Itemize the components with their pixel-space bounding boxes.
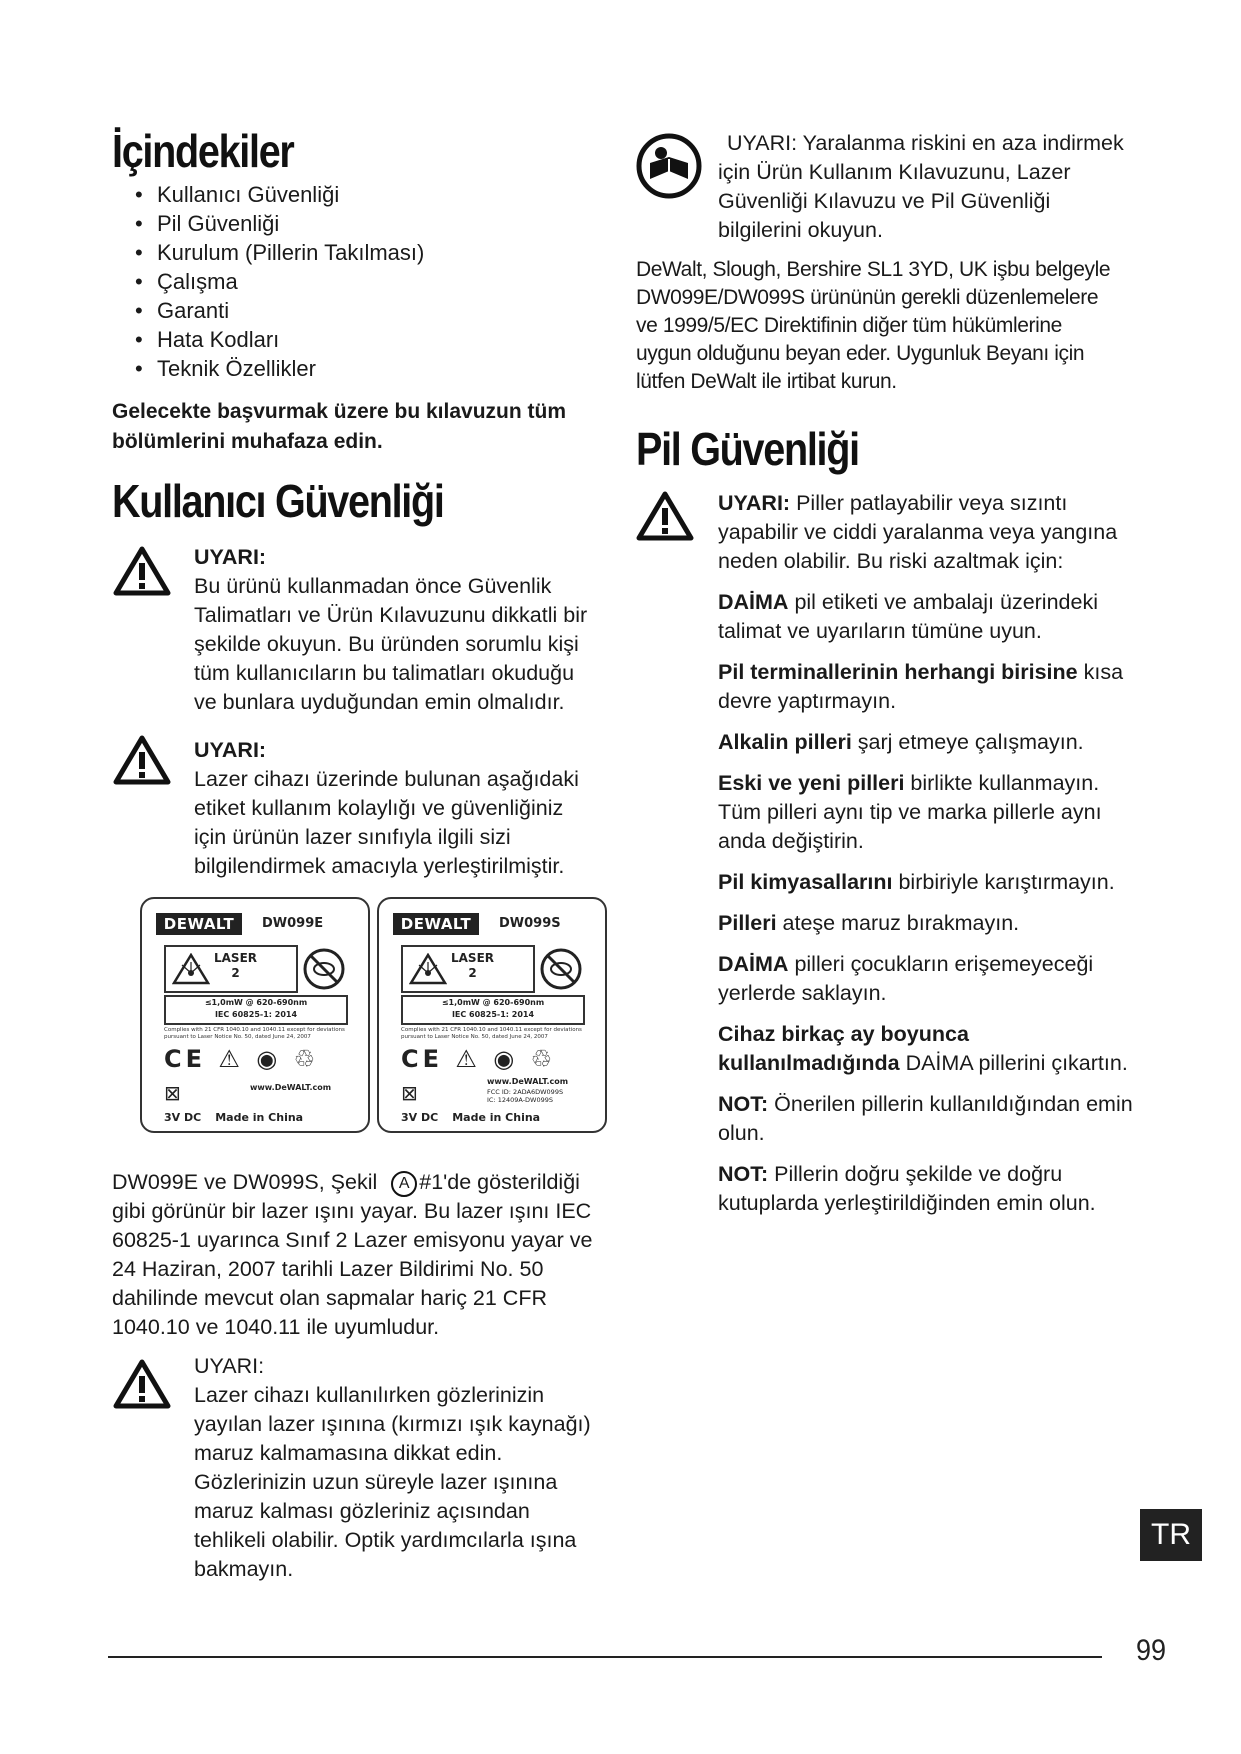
label-spec-box — [401, 995, 585, 1025]
label-spec-box — [164, 995, 348, 1025]
warning-label: UYARI: — [194, 738, 267, 762]
rule-keyword: Eski ve yeni pilleri — [718, 771, 905, 795]
warning-text: Lazer cihazı kullanılırken gözlerinizin yayılan lazer ışınına (kırmızı ışık kaynağı) maruz kalmamasına dikkat edin. Gözlerinizin uzun süreyle lazer ışınına maruz kalması gözleriniz açısından tehlikeli olabilir. Optik yardımcılarla ışına bakmayın. — [194, 1383, 591, 1581]
label-symbols — [164, 1045, 319, 1073]
label-origin: Made in China — [215, 1111, 304, 1124]
page-number: 99 — [1136, 1634, 1167, 1667]
label-model: DW099S — [499, 916, 561, 931]
label-origin: Made in China — [452, 1111, 541, 1124]
note-text: Önerilen pillerin kullanıldığından emin olun. — [718, 1092, 1133, 1145]
contents-item: • Garanti — [135, 296, 424, 325]
note-text: Pillerin doğru şekilde ve doğru kutuplarda yerleştirildiğinden emin olun. — [718, 1162, 1096, 1215]
battery-rules — [718, 489, 1138, 1230]
label-bottom-row — [401, 1111, 540, 1124]
laser-word: LASER — [451, 951, 495, 965]
rule-keyword: DAİMA — [718, 590, 789, 614]
recycle-icon: ♲ — [530, 1045, 557, 1073]
rule-text: pilleri çocukların erişemeyeceği yerlerde saklayın. — [718, 952, 1094, 1005]
battery-rule — [718, 769, 1138, 856]
contents-title: İçindekiler — [112, 125, 294, 177]
battery-rule — [718, 1020, 1138, 1078]
label-website: www.DeWALT.com — [487, 1077, 569, 1086]
no-direct-eye-exposure-icon — [302, 947, 346, 991]
rule-text: pil etiketi ve ambalajı üzerindeki talimat ve uyarıların tümüne uyun. — [718, 590, 1098, 643]
warning-label: UYARI: — [194, 545, 267, 569]
warning-text: Lazer cihazı üzerinde bulunan aşağıdaki etiket kullanım kolaylığı ve güvenliğiniz için ürünün lazer sınıfıyla ilgili sizi bilgilendirmek amacıyla yerleştirilmiştir. — [194, 767, 579, 878]
read-manual-icon: ◉ — [493, 1045, 519, 1073]
rule-keyword: Cihaz birkaç ay boyunca kullanılmadığında — [718, 1022, 969, 1075]
laser-label-dw099s — [377, 897, 607, 1133]
battery-rule — [718, 728, 1138, 757]
battery-note — [718, 1090, 1138, 1148]
declaration-paragraph: DeWalt, Slough, Bershire SL1 3YD, UK işbu belgeyle DW099E/DW099S ürününün gerekli düzenlemelere ve 1999/5/EC Direktifinin diğer tüm hükümlerine uygun olduğunu beyan eder. Uygunluk Beyanı için lütfen DeWalt ile irtibat kurun. — [636, 258, 1111, 393]
label-spec2: IEC 60825-1: 2014 — [214, 1010, 298, 1019]
read-manual-icon: ◉ — [256, 1045, 282, 1073]
note-label: NOT: — [718, 1162, 769, 1186]
rule-keyword: Pil kimyasallarını — [718, 870, 893, 894]
label-spec2: IEC 60825-1: 2014 — [451, 1010, 535, 1019]
label-spec1: ≤1,0mW @ 620-690nm — [441, 998, 545, 1007]
label-fcc-block — [487, 1088, 563, 1104]
contents-item: • Teknik Özellikler — [135, 354, 424, 383]
battery-rule — [718, 909, 1138, 938]
manual-warning-text: UYARI: Yaralanma riskini en aza indirmek için Ürün Kullanım Kılavuzunu, Lazer Güvenliği Kılavuzu ve Pil Güvenliği bilgilerini okuyun. — [718, 131, 1124, 242]
battery-rule — [718, 868, 1138, 897]
warning-triangle-icon — [113, 734, 171, 786]
laser-emission-paragraph — [112, 1168, 602, 1342]
dewalt-logo: DEWALT — [393, 913, 479, 935]
rule-keyword: Pilleri — [718, 911, 777, 935]
warning-triangle-icon: ⚠ — [218, 1045, 244, 1073]
label-ic-id: IC: 12409A-DW099S — [487, 1096, 554, 1104]
language-tab: TR — [1140, 1509, 1202, 1561]
rule-text: kısa devre yaptırmayın. — [718, 660, 1124, 713]
footer-rule — [108, 1656, 1102, 1658]
battery-note — [718, 1160, 1138, 1218]
warning-triangle-icon — [113, 1358, 171, 1410]
laser-class: 2 — [468, 966, 477, 980]
weee-bin-icon: ⊠ — [164, 1081, 181, 1105]
contents-item: • Kullanıcı Güvenliği — [135, 180, 424, 209]
battery-rule — [718, 588, 1138, 646]
laser-hazard-icon — [172, 953, 210, 985]
label-website: www.DeWALT.com — [250, 1083, 332, 1092]
read-manual-icon — [636, 133, 702, 199]
ce-mark: CE — [401, 1045, 444, 1073]
label-spec1: ≤1,0mW @ 620-690nm — [204, 998, 308, 1007]
rule-text: ateşe maruz bırakmayın. — [776, 911, 1020, 935]
figure-a-letter: A — [398, 1175, 410, 1192]
label-fine-print: Complies with 21 CFR 1040.10 and 1040.11 except for deviations pursuant to Laser Notice No. 50, dated June 24, 2007 — [401, 1027, 582, 1040]
warning-label: UYARI: — [194, 1354, 265, 1378]
no-direct-eye-exposure-icon — [539, 947, 583, 991]
warning-triangle-icon: ⚠ — [455, 1045, 481, 1073]
emission-text-start: DW099E ve DW099S, Şekil — [112, 1170, 378, 1194]
laser-label-dw099e — [140, 897, 370, 1133]
battery-rule — [718, 950, 1138, 1008]
recycle-icon: ♲ — [293, 1045, 320, 1073]
warning-text: Bu ürünü kullanmadan önce Güvenlik Talimatları ve Ürün Kılavuzunu dikkatli bir şekilde okuyun. Bu üründen sorumlu kişi tüm kullanıcıların bu talimatları okuduğu ve bunlara uyduğundan emin olmalıdır. — [194, 574, 588, 714]
contents-item: • Pil Güvenliği — [135, 209, 424, 238]
laser-hazard-icon — [409, 953, 447, 985]
rule-keyword: Pil terminallerinin herhangi birisine — [718, 660, 1078, 684]
warning-text: Piller patlayabilir veya sızıntı yapabilir ve ciddi yaralanma veya yangına neden olabilir. Bu riski azaltmak için: — [718, 491, 1118, 573]
user-safety-title: Kullanıcı Güvenliği — [112, 475, 444, 527]
laser-class-box — [401, 945, 535, 993]
ce-mark: CE — [164, 1045, 207, 1073]
battery-safety-title: Pil Güvenliği — [636, 423, 859, 475]
battery-rule — [718, 658, 1138, 716]
keep-manual-note: Gelecekte başvurmak üzere bu kılavuzun tüm bölümlerini muhafaza edin. — [112, 400, 567, 453]
weee-bin-icon: ⊠ — [401, 1081, 418, 1105]
emission-text-rest: #1'de gösterildiği gibi görünür bir lazer ışını yayar. Bu lazer ışını IEC 60825-1 uyarınca Sınıf 2 Lazer emisyonu yayar ve 24 Haziran, 2007 tarihli Lazer Bildirimi No. 50 dahilinde mevcut olan sapmalar hariç 21 CFR 1040.10 ve 1040.11 ile uyumludur. — [112, 1170, 593, 1339]
label-power: 3V DC — [401, 1111, 439, 1124]
label-power: 3V DC — [164, 1111, 202, 1124]
contents-item: • Çalışma — [135, 267, 424, 296]
warning-label: UYARI: — [718, 491, 791, 515]
rule-text: birbiriyle karıştırmayın. — [892, 870, 1115, 894]
label-model: DW099E — [262, 916, 324, 931]
battery-warning — [718, 489, 1138, 576]
laser-class: 2 — [231, 966, 240, 980]
rule-text: birlikte kullanmayın. Tüm pilleri aynı tip ve marka pillerle aynı anda değiştirin. — [718, 771, 1102, 853]
label-fcc-id: FCC ID: 2ADA6DW099S — [487, 1088, 564, 1096]
label-bottom-row — [164, 1111, 303, 1124]
warning-triangle-icon — [113, 545, 171, 597]
label-symbols — [401, 1045, 556, 1073]
note-label: NOT: — [718, 1092, 769, 1116]
laser-word: LASER — [214, 951, 258, 965]
laser-class-box — [164, 945, 298, 993]
label-fine-print: Complies with 21 CFR 1040.10 and 1040.11 except for deviations pursuant to Laser Notice No. 50, dated June 24, 2007 — [164, 1027, 345, 1040]
figure-a-badge — [391, 1171, 417, 1197]
warning-triangle-icon — [636, 490, 694, 542]
rule-keyword: DAİMA — [718, 952, 789, 976]
contents-list — [135, 180, 424, 383]
rule-keyword: Alkalin pilleri — [718, 730, 852, 754]
contents-item: • Hata Kodları — [135, 325, 424, 354]
dewalt-logo: DEWALT — [156, 913, 242, 935]
rule-text: DAİMA pillerini çıkartın. — [899, 1051, 1128, 1075]
contents-item: • Kurulum (Pillerin Takılması) — [135, 238, 424, 267]
rule-text: şarj etmeye çalışmayın. — [851, 730, 1084, 754]
